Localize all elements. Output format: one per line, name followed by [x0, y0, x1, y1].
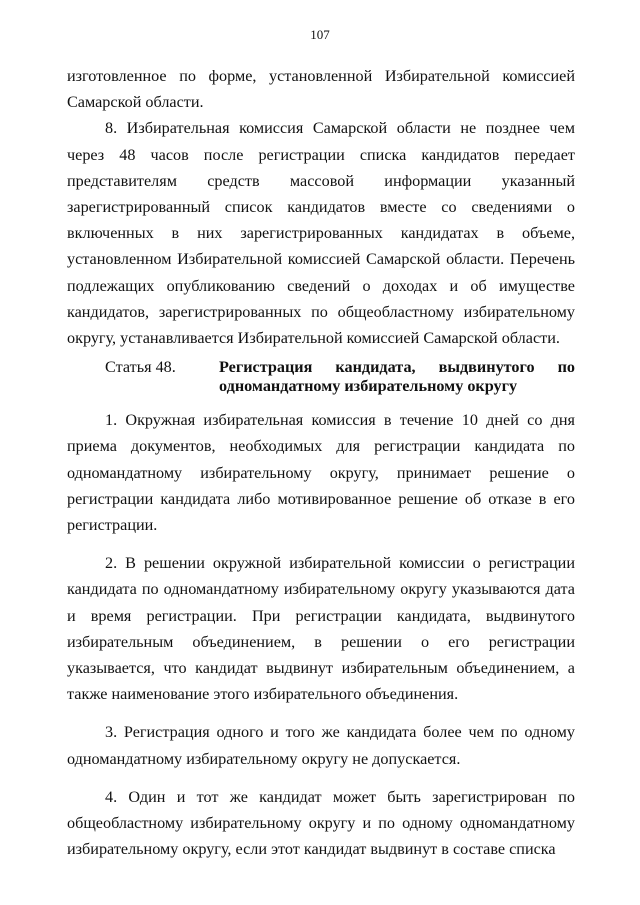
paragraph-item-3: 3. Регистрация одного и того же кандидата более чем по одному одномандатному избирательному округу не допускается. [67, 723, 575, 768]
article-title: Регистрация кандидата, выдвинутого по одномандатному избирательному округу [219, 358, 575, 396]
paragraph-continuation: изготовленное по форме, установленной Избирательной комиссией Самарской области. [67, 67, 575, 112]
article-heading [67, 358, 575, 396]
document-body [67, 63, 575, 862]
paragraph-item-2: 2. В решении окружной избирательной комиссии о регистрации кандидата по одномандатному избирательному округу указываются дата и время регистрации. При регистрации кандидата, выдвинутого избирательным объединением, в решении о его регистрации указывается, что кандидат выдвинут избирательным объединением, а также наименование этого избирательного объединения. [67, 554, 575, 704]
paragraph-item-1: 1. Окружная избирательная комиссия в течение 10 дней со дня приема документов, необходимых для регистрации кандидата по одномандатному избирательному округу, принимает решение о регистрации кандидата либо мотивированное решение об отказе в его регистрации. [67, 411, 575, 535]
paragraph-item-4: 4. Один и тот же кандидат может быть зарегистрирован по общеобластному избирательному округу и по одному одномандатному избирательному округу, если этот кандидат выдвинут в составе списка [67, 787, 575, 859]
article-number: Статья 48. [105, 358, 176, 377]
page-number: 107 [310, 27, 330, 42]
paragraph-item-8: 8. Избирательная комиссия Самарской области не позднее чем через 48 часов после регистрации списка кандидатов передает представителям средств массовой информации указанный зарегистрированный список кандидатов вместе со сведениями о включенных в них зарегистрированных кандидатах в объеме, установленном Избирательной комиссией Самарской области. Перечень подлежащих опубликованию сведений о доходах и об имуществе кандидатов, зарегистрированных по общеобластному избирательному округу, устанавливается Избирательной комиссией Самарской области. [67, 119, 575, 348]
